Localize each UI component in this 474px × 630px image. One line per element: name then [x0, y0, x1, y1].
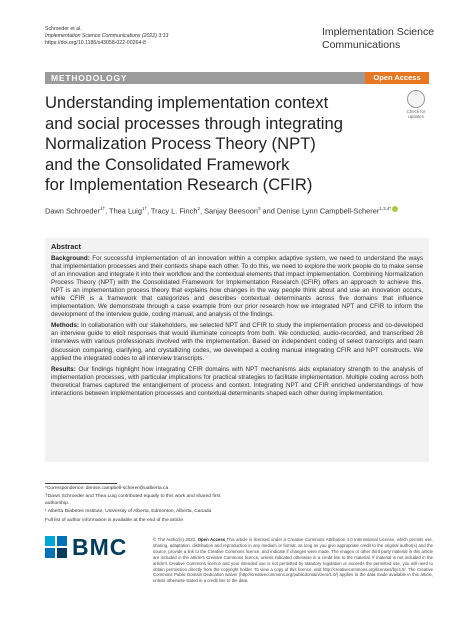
- section-text: For successful implementation of an innovation within a complex adaptive system, we need to understand the ways that implementation processes and their contexts shape each other. To do this, we need to explore the work people do to make sense of an innovation and integrate it into their workflow and the contextual elements that impact implementation. Combining Normalization Process Theory (NPT) with the Consolidated Framework for Implementation Research (CFIR) offers an approach to achieve this. NPT is an implementation process theory that explains how changes in the way people think about and use an innovation occurs, while CFIR is a framework that categorizes and describes contextual determinants across five domains that influence implementation. We demonstrate through a case example from our prior research how we integrated NPT and CFIR to inform the development of the interview guide, coding manual, and analysis of the findings.: [51, 255, 424, 319]
- check-updates-line: Check for: [406, 109, 426, 114]
- correspondence-notes: [45, 483, 235, 526]
- orcid-icon[interactable]: [392, 206, 398, 212]
- abstract-methods: [51, 322, 423, 362]
- abstract-box: [45, 238, 429, 462]
- author-name[interactable]: Dawn Schroeder: [45, 206, 101, 216]
- abstract-background: [51, 255, 423, 319]
- journal-name-line: Implementation Science: [322, 26, 435, 38]
- title-line: Normalization Process Theory (NPT): [45, 134, 316, 154]
- citation: Schroeder et al.: [45, 26, 82, 32]
- author-affiliation: 1,3,4*: [379, 206, 392, 211]
- article-type: METHODOLOGY: [51, 73, 128, 83]
- equal-contribution-note: †Dawn Schroeder and Thea Luig contributed equally to this work and shared first authorship.: [45, 494, 221, 506]
- license-text: This article is licensed under a Creative Commons Attribution 4.0 International License, which permits use, sharing, adaptation, distribution and reproduction in any medium or format, as long as you give appropriate credit to the original author(s) and the source, provide a link to the Creative Commons licence, and indicate if changes were made. The images or other third party material in this article are included in the article's Creative Commons licence, unless indicated otherwise in a credit line to the material. If material is not included in the article's Creative Commons licence and your intended use is not permitted by statutory regulation or exceeds the permitted use, you will need to obtain permission directly from the copyright holder. To view a copy of this licence, visit http://creativecommons.org/licenses/by/4.0/. The Creative Commons Public Domain Dedication waiver (http://creativecommons.org/publicdomain/zero/1.0/) applies to the data made available in this article, unless otherwise stated in a credit line to the data.: [153, 537, 433, 584]
- journal-year: Implementation Science Communications (2022) 3:13: [45, 33, 169, 39]
- author-name[interactable]: , Sanjay Beesoon: [200, 206, 258, 216]
- author-name[interactable]: , Tracy L. Finch: [146, 206, 198, 216]
- title-line: and social processes through integrating: [45, 113, 343, 133]
- check-updates-icon: [407, 90, 425, 108]
- section-label: Methods:: [51, 322, 79, 330]
- abstract-heading: Abstract: [51, 242, 423, 253]
- author-affiliation: 1†: [100, 206, 106, 211]
- journal-name-line: Communications: [322, 38, 401, 51]
- author-affiliation: 2: [197, 206, 200, 211]
- article-type-band: [45, 72, 429, 84]
- check-for-updates-button[interactable]: [403, 90, 429, 119]
- section-text: Our findings highlight how integrating CFIR domains with NPT mechanisms aids explanatory strength to the analysis of implementation processes, with particular implications for practical strategies to facilitate implementation. Multiple coding across both theoretical frames captured the entanglement of process and context. Integrating NPT and CFIR enriched understandings of how interactions between implementation processes and contextual determinants shaped each other during implementation.: [51, 365, 424, 397]
- author-affiliation: 1†: [141, 206, 147, 211]
- check-updates-line: updates: [408, 114, 424, 119]
- title-line: for Implementation Research (CFIR): [45, 175, 313, 195]
- bmc-logo-icon: [45, 536, 67, 558]
- open-access-badge: Open Access: [365, 72, 429, 84]
- affiliation-note: ¹ Alberta Diabetes Institute, University of Alberta, Edmonton, Alberta, Canada: [45, 509, 212, 515]
- journal-name: [322, 26, 434, 51]
- article-title: [45, 93, 397, 196]
- correspondence-email[interactable]: *Correspondence: denise.campbell-scherer@ualberta.ca: [45, 486, 169, 491]
- title-line: and the Consolidated Framework: [45, 154, 290, 174]
- license-statement: [153, 537, 433, 584]
- doi-link[interactable]: https://doi.org/10.1186/s43058-022-00264-8: [45, 40, 146, 46]
- footnote-divider: [45, 483, 117, 484]
- section-label: Background:: [51, 255, 90, 262]
- author-name[interactable]: and Denise Lynn Campbell-Scherer: [260, 206, 380, 216]
- running-header: [45, 26, 168, 47]
- title-line: Understanding implementation context: [45, 93, 329, 112]
- open-access-label: Open Access: [197, 537, 226, 542]
- section-text: In collaboration with our stakeholders, we selected NPT and CFIR to study the implementation process and co-developed an interview guide to elicit responses that would illuminate concepts from both. We conducted, audio-recorded, and transcribed 28 interviews with various professionals involved with the implementation. Based on independent coding of select transcripts and team discussion comparing, clarifying, and crystallizing codes, we developed a coding manual integrating CFIR and NPT constructs. We applied the integrated codes to all interview transcripts.: [51, 322, 424, 362]
- author-list: [45, 204, 435, 215]
- author-info-note: Full list of author information is available at the end of the article: [45, 517, 184, 523]
- publisher-name: BMC: [72, 534, 128, 560]
- author-name[interactable]: , Thea Luig: [105, 206, 142, 216]
- copyright-notice: © The Author(s) 2022.: [153, 537, 197, 542]
- check-updates-label: [403, 109, 429, 119]
- section-label: Results:: [51, 365, 76, 373]
- abstract-results: [51, 366, 423, 398]
- author-affiliation: 3: [257, 206, 261, 211]
